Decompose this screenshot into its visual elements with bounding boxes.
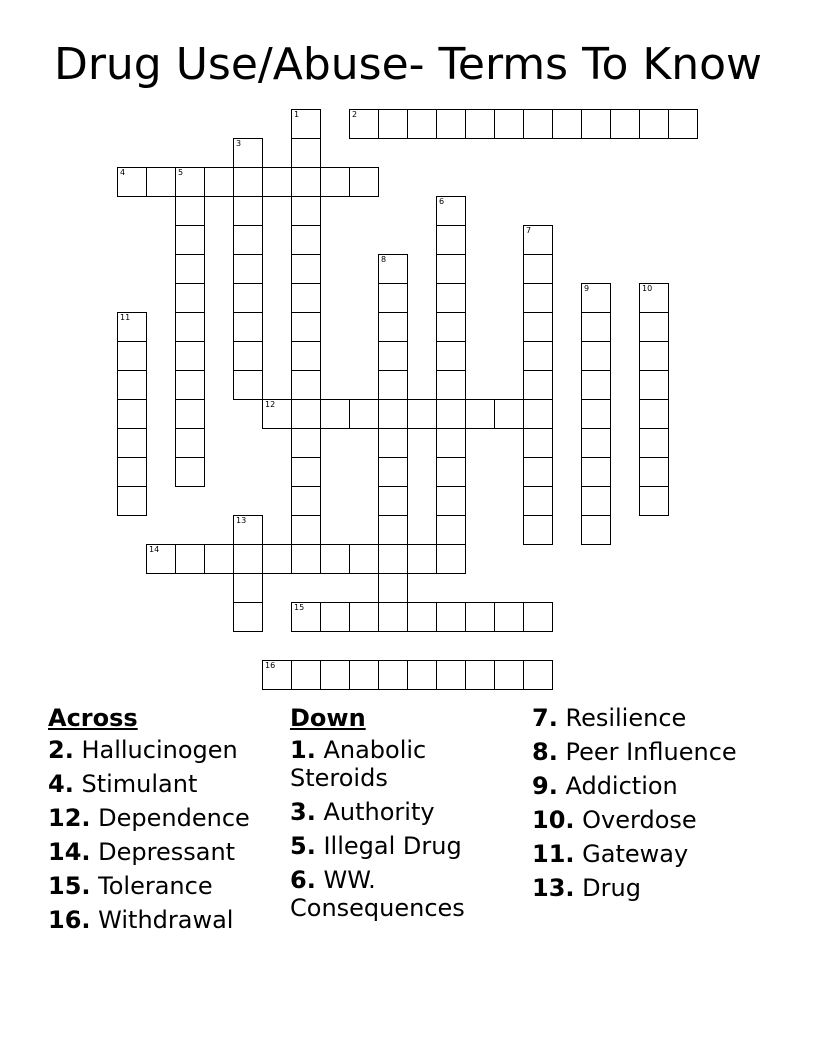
clue-text: Gateway	[582, 840, 689, 868]
down-clue	[290, 832, 530, 860]
grid-cell[interactable]	[436, 457, 466, 487]
grid-cell[interactable]	[407, 660, 437, 690]
grid-cell[interactable]	[204, 544, 234, 574]
grid-cell[interactable]	[639, 457, 669, 487]
grid-cell[interactable]	[262, 660, 292, 690]
grid-cell[interactable]	[668, 109, 698, 139]
grid-cell[interactable]	[639, 486, 669, 516]
clue-number: 11.	[532, 840, 575, 868]
cell-number: 12	[265, 400, 276, 409]
cell-number: 7	[526, 226, 532, 235]
grid-cell[interactable]	[436, 254, 466, 284]
grid-cell[interactable]	[146, 544, 176, 574]
grid-cell[interactable]	[465, 399, 495, 429]
grid-cell[interactable]	[262, 399, 292, 429]
grid-cell[interactable]	[523, 283, 553, 313]
grid-cell[interactable]	[117, 167, 147, 197]
cell-number: 2	[352, 110, 358, 119]
grid-cell[interactable]	[494, 399, 524, 429]
grid-cell[interactable]	[523, 341, 553, 371]
across-clue	[48, 838, 288, 866]
grid-cell[interactable]	[407, 109, 437, 139]
grid-cell[interactable]	[436, 428, 466, 458]
grid-cell[interactable]	[175, 399, 205, 429]
grid-cell[interactable]	[523, 660, 553, 690]
grid-cell[interactable]	[639, 283, 669, 313]
cell-number: 9	[584, 284, 590, 293]
grid-cell[interactable]	[233, 167, 263, 197]
clue-text: Peer Influence	[565, 738, 737, 766]
grid-cell[interactable]	[117, 486, 147, 516]
cell-number: 8	[381, 255, 387, 264]
grid-cell[interactable]	[349, 399, 379, 429]
cell-number: 15	[294, 603, 305, 612]
clue-number: 4.	[48, 770, 74, 798]
grid-cell[interactable]	[349, 660, 379, 690]
grid-cell[interactable]	[146, 167, 176, 197]
grid-cell[interactable]	[436, 660, 466, 690]
grid-cell[interactable]	[117, 312, 147, 342]
clue-number: 3.	[290, 798, 316, 826]
grid-cell[interactable]	[291, 283, 321, 313]
grid-cell[interactable]	[581, 399, 611, 429]
clue-text: Resilience	[565, 704, 687, 732]
grid-cell[interactable]	[378, 109, 408, 139]
grid-cell[interactable]	[320, 399, 350, 429]
down-clue	[532, 806, 772, 834]
grid-cell[interactable]	[233, 225, 263, 255]
grid-cell[interactable]	[291, 167, 321, 197]
clue-text: Illegal Drug	[323, 832, 462, 860]
grid-cell[interactable]	[378, 660, 408, 690]
grid-cell[interactable]	[436, 602, 466, 632]
grid-cell[interactable]	[639, 399, 669, 429]
grid-cell[interactable]	[320, 660, 350, 690]
grid-cell[interactable]	[204, 167, 234, 197]
grid-cell[interactable]	[639, 370, 669, 400]
grid-cell[interactable]	[233, 196, 263, 226]
grid-cell[interactable]	[291, 254, 321, 284]
grid-cell[interactable]	[233, 341, 263, 371]
grid-cell[interactable]	[233, 283, 263, 313]
down-clue	[532, 874, 772, 902]
grid-cell[interactable]	[175, 457, 205, 487]
grid-cell[interactable]	[581, 370, 611, 400]
grid-cell[interactable]	[291, 457, 321, 487]
grid-cell[interactable]	[117, 457, 147, 487]
grid-cell[interactable]	[523, 370, 553, 400]
grid-cell[interactable]	[175, 196, 205, 226]
grid-cell[interactable]	[291, 515, 321, 545]
grid-cell[interactable]	[436, 196, 466, 226]
cell-number: 3	[236, 139, 242, 148]
grid-cell[interactable]	[610, 109, 640, 139]
grid-cell[interactable]	[407, 544, 437, 574]
grid-cell[interactable]	[378, 312, 408, 342]
grid-cell[interactable]	[494, 660, 524, 690]
grid-cell[interactable]	[639, 312, 669, 342]
grid-cell[interactable]	[407, 399, 437, 429]
clue-text: Withdrawal	[98, 906, 234, 934]
clue-text: Overdose	[582, 806, 697, 834]
clue-text: Depressant	[98, 838, 236, 866]
grid-cell[interactable]	[233, 254, 263, 284]
clue-number: 1.	[290, 736, 316, 764]
grid-cell[interactable]	[523, 428, 553, 458]
grid-cell[interactable]	[378, 602, 408, 632]
clue-number: 10.	[532, 806, 575, 834]
grid-cell[interactable]	[233, 312, 263, 342]
grid-cell[interactable]	[175, 254, 205, 284]
down-clue	[532, 704, 772, 732]
cell-number: 4	[120, 168, 126, 177]
grid-cell[interactable]	[581, 428, 611, 458]
grid-cell[interactable]	[291, 109, 321, 139]
grid-cell[interactable]	[291, 341, 321, 371]
grid-cell[interactable]	[436, 109, 466, 139]
grid-cell[interactable]	[639, 109, 669, 139]
cell-number: 5	[178, 168, 184, 177]
grid-cell[interactable]	[523, 486, 553, 516]
grid-cell[interactable]	[175, 283, 205, 313]
cell-number: 10	[642, 284, 653, 293]
grid-cell[interactable]	[378, 254, 408, 284]
cell-number: 16	[265, 661, 276, 670]
clue-number: 7.	[532, 704, 558, 732]
grid-cell[interactable]	[262, 167, 292, 197]
cell-number: 6	[439, 197, 445, 206]
grid-cell[interactable]	[436, 341, 466, 371]
grid-cell[interactable]	[291, 196, 321, 226]
grid-cell[interactable]	[291, 602, 321, 632]
clue-number: 8.	[532, 738, 558, 766]
grid-cell[interactable]	[117, 341, 147, 371]
clue-number: 14.	[48, 838, 91, 866]
grid-cell[interactable]	[320, 167, 350, 197]
down-heading: Down	[290, 704, 366, 732]
grid-cell[interactable]	[320, 544, 350, 574]
grid-cell[interactable]	[349, 167, 379, 197]
cell-number: 11	[120, 313, 131, 322]
grid-cell[interactable]	[523, 515, 553, 545]
grid-cell[interactable]	[436, 225, 466, 255]
grid-cell[interactable]	[523, 225, 553, 255]
clue-text: Addiction	[565, 772, 678, 800]
clue-number: 5.	[290, 832, 316, 860]
grid-cell[interactable]	[291, 428, 321, 458]
clue-number: 6.	[290, 866, 316, 894]
grid-cell[interactable]	[436, 399, 466, 429]
grid-cell[interactable]	[465, 602, 495, 632]
grid-cell[interactable]	[262, 544, 292, 574]
grid-cell[interactable]	[175, 370, 205, 400]
grid-cell[interactable]	[378, 283, 408, 313]
grid-cell[interactable]	[349, 602, 379, 632]
across-clues	[48, 704, 288, 940]
grid-cell[interactable]	[436, 486, 466, 516]
grid-cell[interactable]	[378, 341, 408, 371]
page-title: Drug Use/Abuse- Terms To Know	[53, 39, 763, 90]
grid-cell[interactable]	[523, 109, 553, 139]
grid-cell[interactable]	[291, 399, 321, 429]
grid-cell[interactable]	[378, 573, 408, 603]
grid-cell[interactable]	[378, 486, 408, 516]
grid-cell[interactable]	[552, 109, 582, 139]
grid-cell[interactable]	[291, 660, 321, 690]
grid-cell[interactable]	[233, 544, 263, 574]
grid-cell[interactable]	[291, 138, 321, 168]
across-clue	[48, 906, 288, 934]
grid-cell[interactable]	[175, 341, 205, 371]
clue-number: 12.	[48, 804, 91, 832]
grid-cell[interactable]	[407, 602, 437, 632]
across-heading: Across	[48, 704, 138, 732]
clue-text: Drug	[582, 874, 641, 902]
grid-cell[interactable]	[378, 457, 408, 487]
grid-cell[interactable]	[175, 544, 205, 574]
grid-cell[interactable]	[378, 515, 408, 545]
grid-cell[interactable]	[465, 109, 495, 139]
grid-cell[interactable]	[436, 283, 466, 313]
cell-number: 13	[236, 516, 247, 525]
grid-cell[interactable]	[291, 312, 321, 342]
clue-number: 9.	[532, 772, 558, 800]
across-clue	[48, 872, 288, 900]
grid-cell[interactable]	[581, 312, 611, 342]
grid-cell[interactable]	[581, 283, 611, 313]
grid-cell[interactable]	[581, 515, 611, 545]
across-clue	[48, 770, 288, 798]
clue-text: Tolerance	[98, 872, 213, 900]
grid-cell[interactable]	[378, 428, 408, 458]
grid-cell[interactable]	[523, 602, 553, 632]
grid-cell[interactable]	[117, 428, 147, 458]
grid-cell[interactable]	[233, 370, 263, 400]
grid-cell[interactable]	[233, 602, 263, 632]
clue-number: 13.	[532, 874, 575, 902]
grid-cell[interactable]	[523, 399, 553, 429]
clue-text: Stimulant	[81, 770, 198, 798]
grid-cell[interactable]	[175, 312, 205, 342]
grid-cell[interactable]	[639, 428, 669, 458]
grid-cell[interactable]	[349, 109, 379, 139]
grid-cell[interactable]	[320, 602, 350, 632]
grid-cell[interactable]	[291, 370, 321, 400]
grid-cell[interactable]	[378, 544, 408, 574]
grid-cell[interactable]	[436, 370, 466, 400]
clue-text: WW. Consequences	[290, 866, 465, 922]
grid-cell[interactable]	[639, 341, 669, 371]
grid-cell[interactable]	[581, 109, 611, 139]
across-clue	[48, 736, 288, 764]
grid-cell[interactable]	[233, 138, 263, 168]
grid-cell[interactable]	[233, 573, 263, 603]
grid-cell[interactable]	[523, 254, 553, 284]
grid-cell[interactable]	[523, 457, 553, 487]
grid-cell[interactable]	[349, 544, 379, 574]
clue-text: Hallucinogen	[81, 736, 238, 764]
clue-text: Authority	[323, 798, 435, 826]
grid-cell[interactable]	[291, 486, 321, 516]
grid-cell[interactable]	[175, 225, 205, 255]
down-clue	[290, 736, 530, 792]
down-clue	[290, 866, 530, 922]
down-clue	[532, 738, 772, 766]
grid-cell[interactable]	[436, 515, 466, 545]
grid-cell[interactable]	[581, 457, 611, 487]
grid-cell[interactable]	[465, 660, 495, 690]
clue-text: Dependence	[98, 804, 250, 832]
cell-number: 1	[294, 110, 300, 119]
clue-number: 2.	[48, 736, 74, 764]
grid-cell[interactable]	[233, 515, 263, 545]
grid-cell[interactable]	[523, 312, 553, 342]
clue-number: 15.	[48, 872, 91, 900]
grid-cell[interactable]	[436, 544, 466, 574]
down-clue	[532, 772, 772, 800]
grid-cell[interactable]	[291, 544, 321, 574]
grid-cell[interactable]	[436, 312, 466, 342]
clue-number: 16.	[48, 906, 91, 934]
grid-cell[interactable]	[581, 486, 611, 516]
grid-cell[interactable]	[291, 225, 321, 255]
grid-cell[interactable]	[494, 109, 524, 139]
clue-text: Anabolic Steroids	[290, 736, 427, 792]
down-clue	[290, 798, 530, 826]
down-clues	[290, 704, 530, 928]
grid-cell[interactable]	[175, 428, 205, 458]
grid-cell[interactable]	[117, 370, 147, 400]
cell-number: 14	[149, 545, 160, 554]
down-clues-continued	[532, 704, 772, 908]
grid-cell[interactable]	[581, 341, 611, 371]
across-clue	[48, 804, 288, 832]
grid-cell[interactable]	[378, 399, 408, 429]
down-clue	[532, 840, 772, 868]
grid-cell[interactable]	[175, 167, 205, 197]
grid-cell[interactable]	[117, 399, 147, 429]
grid-cell[interactable]	[494, 602, 524, 632]
grid-cell[interactable]	[378, 370, 408, 400]
